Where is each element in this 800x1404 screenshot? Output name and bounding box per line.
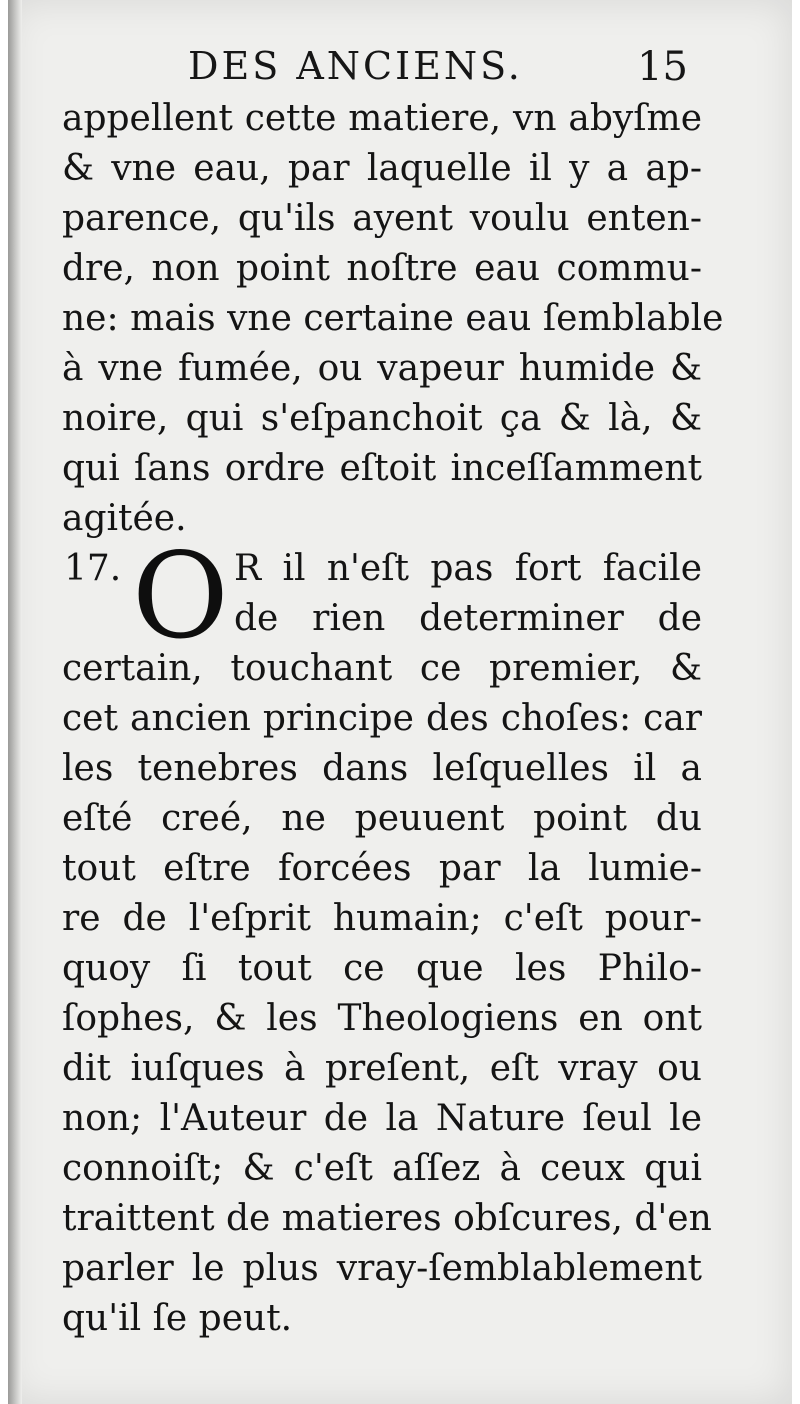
text-line: ne: mais vne certaine eau ſemblable bbox=[62, 298, 724, 339]
text-line: dit iuſques à preſent, eſt vray ou bbox=[62, 1048, 702, 1089]
text-line: quoy ſi tout ce que les Philo- bbox=[62, 948, 702, 989]
text-line: R il n'eſt pas fort facile bbox=[234, 548, 702, 589]
text-line: agitée. bbox=[62, 498, 187, 539]
running-head bbox=[188, 44, 688, 88]
text-line: re de l'eſprit humain; c'eſt pour- bbox=[62, 898, 702, 939]
text-line: certain, touchant ce premier, & bbox=[62, 648, 702, 689]
page-gutter-shadow bbox=[8, 0, 22, 1404]
running-head-title: DES ANCIENS. bbox=[188, 44, 523, 88]
text-line: appellent cette matiere, vn abyſme bbox=[62, 98, 702, 139]
text-line: traittent de matieres obſcures, d'en bbox=[62, 1198, 712, 1239]
text-line: non; l'Auteur de la Nature ſeul le bbox=[62, 1098, 702, 1139]
text-line: cet ancien principe des choſes: car bbox=[62, 698, 702, 739]
page-number: 15 bbox=[637, 44, 688, 90]
text-line: eſté creé, ne peuuent point du bbox=[62, 798, 702, 839]
text-line: à vne fumée, ou vapeur humide & bbox=[62, 348, 702, 389]
text-line: connoiſt; & c'eſt aſſez à ceux qui bbox=[62, 1148, 702, 1189]
drop-cap: O bbox=[132, 527, 229, 665]
paragraph-1 bbox=[62, 94, 724, 544]
text-line: parence, qu'ils ayent voulu enten- bbox=[62, 198, 702, 239]
text-line: qui ſans ordre eſtoit inceſſamment bbox=[62, 448, 702, 489]
text-line: noire, qui s'eſpanchoit ça & là, & bbox=[62, 398, 702, 439]
section-17 bbox=[62, 527, 712, 1344]
text-line: ſophes, & les Theologiens en ont bbox=[62, 998, 702, 1039]
text-line: de rien determiner de bbox=[234, 598, 702, 639]
section-number: 17. bbox=[64, 548, 122, 589]
text-line: les tenebres dans leſquelles il a bbox=[62, 748, 702, 789]
text-line: dre, non point noſtre eau commu- bbox=[62, 248, 702, 289]
text-line: & vne eau, par laquelle il y a ap- bbox=[62, 148, 702, 189]
text-line: parler le plus vray-ſemblablement bbox=[62, 1248, 702, 1289]
text-line: tout eſtre forcées par la lumie- bbox=[62, 848, 702, 889]
text-line: qu'il ſe peut. bbox=[62, 1298, 293, 1339]
